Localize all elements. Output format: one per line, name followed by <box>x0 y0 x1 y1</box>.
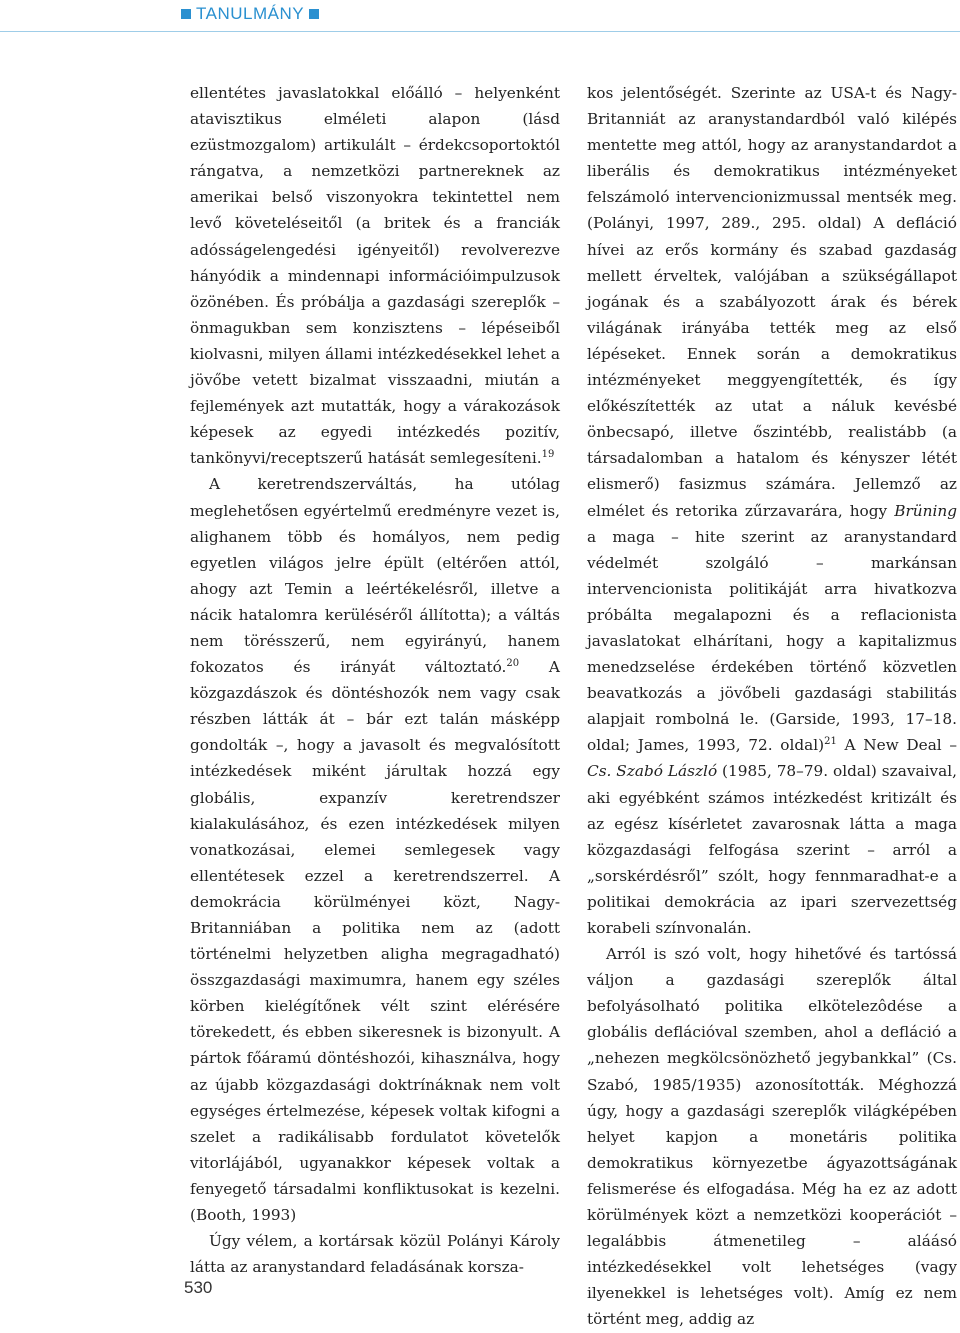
left-column <box>190 80 560 1280</box>
page-number: 530 <box>184 1278 213 1297</box>
paragraph: A keretrendszerváltás, ha utólag meglehetősen egyértelmű eredményre vezet is, alighanem több és homályos, nem pedig egyetlen világos jelre épült (eltérően attól, ahogy azt Temin a leértékelésről, illetve a nácik hatalomra kerüléséről állította); a váltás nem törésszerű, nem egyirányú, hanem fokozatos és irányát változtató.$^{20}$ A közgazdászok és döntéshozók nem vagy csak részben látták át – bár ezt talán másképp gondolták –, hogy a javasolt és megvalósított intézkedések miként járultak hozzá egy globális, expanzív keretrendszer kialakulásához, és ezen intézkedések milyen vonatkozásai, elemei semlegesek vagy ellentétesek ezzel a keretrendszerrel. A demokrácia körülményei közt, Nagy-Britanniában a politika nem az (adott történelmi helyzetben aligha megragadható) összgazdasági maximumra, hanem egy széles körben kielégítőnek vélt szint elérésére törekedett, és ebben sikeresnek is bizonyult. A pártok főáramú döntéshozói, kihasználva, hogy az újabb közgazdasági doktrínáknak nem volt egységes értelmezése, képesek voltak kifogni a szelet a radikálisabb fordulatot követelők vitorlájából, ugyanakkor képesek voltak a fenyegető társadalmi konfliktusokat is kezelni. (Booth, 1993) <box>190 475 560 1225</box>
emphasis: Brüning <box>894 501 957 520</box>
paragraph: Úgy vélem, a kortársak közül Polányi Károly látta az aranystandard feladásának korsza- <box>190 1232 560 1277</box>
section-header <box>181 4 319 24</box>
square-bullet-icon <box>181 9 191 19</box>
right-column <box>587 80 957 1333</box>
header-rule <box>0 31 960 32</box>
footnote-ref: 19 <box>541 449 555 461</box>
footnote-ref: 21 <box>824 736 837 748</box>
emphasis: Cs. Szabó László <box>587 762 718 781</box>
paragraph: Arról is szó volt, hogy hihetővé és tartóssá váljon a gazdasági szereplők által befolyásolható politika elkötelezôdése a globális deflációval szemben, ahol a defláció a „nehezen megkölcsönözhető jegybankkal” (Cs. Szabó, 1985/1935) azonosították. Méghozzá úgy, hogy a gazdasági szereplők világképében helyet kapjon a monetáris politika demokratikus környezetbe ágyazottságának felismerése és elfogadása. Még ha ez az adott körülmények közt a nemzetközi kooperációt – legalábbis átmenetileg – aláásó intézkedésekkel volt lehetséges (vagy ilyenekkel is lehetséges volt). Amíg ez nem történt meg, addig az <box>587 945 957 1329</box>
section-title: TANULMÁNY <box>196 4 305 23</box>
paragraph: kos jelentőségét. Szerinte az USA-t és Nagy-Britanniát az aranystandardból való kilépés mentette meg attól, hogy az aranystandardot a liberális és demokratikus intézményeket felszámoló intervencionizmussal mentsék meg. (Polányi, 1997, 289., 295. oldal) A defláció hívei az erős kormány és szabad gazdaság mellett érveltek, valójában a szükségállapot jogának és a szabályozott árak és bérek világának irányába tették meg az első lépéseket. Ennek során a demokratikus intézményeket meggyengítették, és így előkészítették az utat a náluk kevésbé önbecsapó, illetve őszintébb, realistább (a társadalomban a hatalom és kényszer létét elismerő) fasizmus számára. Jellemző az elmélet és retorika zűrzavarára, hogy Brüning a maga – hite szerint az aranystandard védelmét szolgáló – markánsan intervencionista politikáját arra hivatkozva próbálta megalapozni és a reflacionista javaslatokat elhárítani, hogy a kapitalizmus menedzselése érdekében történő közvetlen beavatkozás a jövőbeli gazdasági stabilitás alapjait rombolná le. (Garside, 1993, 17–18. oldal; James, 1993, 72. oldal)$^{21}$ A New Deal – Cs. Szabó László (1985, 78–79. oldal) szavaival, aki egyébként számos intézkedést kritizált és az egész kísérletet zavarosnak látta a maga közgazdasági felfogása szerint – arról a „sorskérdésről” szólt, hogy fennmaradhat-e a politikai demokrácia az ipari szervezettség korabeli színvonalán. <box>587 84 957 937</box>
paragraph: ellentétes javaslatokkal előálló – helyenként atavisztikus elméleti alapon (lásd ezüstmozgalom) artikulált – érdekcsoportoktól rángatva, a nemzetközi partnereknek az amerikai belső viszonyokra tekintettel nem levő követeléseitől (a britek és a franciák adósságelengedési igényeitől) revolverezve hányódik a mindennapi információimpulzusok özönében. És próbálja a gazdasági szereplők – önmagukban sem konzisztens – lépéseiből kiolvasni, milyen állami intézkedésekkel lehet a jövőbe vetett bizalmat visszaadni, miután a fejlemények azt mutatták, hogy a várakozások képesek az egyedi intézkedés pozitív, tankönyvi/receptszerű hatását semlegesíteni.$^{19}$ <box>190 84 560 468</box>
footnote-ref: 20 <box>506 658 520 670</box>
square-bullet-icon <box>309 9 319 19</box>
